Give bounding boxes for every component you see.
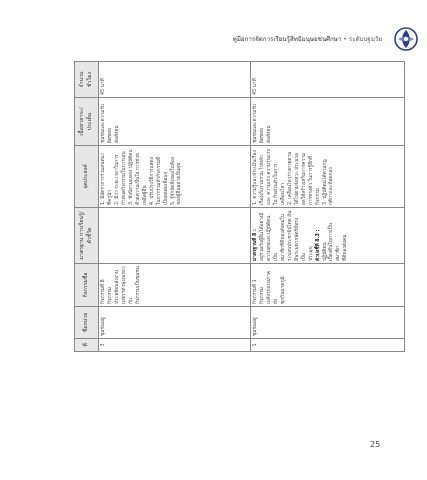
cell-content: ชุมชนและความรับผิดชอบ ต่อสังคม	[99, 98, 251, 146]
cell-no: 1	[251, 339, 405, 352]
cell-content: ชุมชนและความรับผิดชอบ ต่อสังคม	[251, 98, 405, 146]
col-header-unit: ชื่อหน่วย	[75, 307, 99, 339]
cell-objective: 1. มีอัตราการร่วมสนทนา ที่ครูนำ 2. มีว่า ระยะเวลาในการ กำหนดกิจกรรมในการเล่น 3. ฟังนิยามแหล่ง ปฏิบัติตน ด้วยความเป็นใจ การช่วย เหลือผู้อื่น 4. ปรับปรุงวิธีการแสดง ในการร่วมทำกิจกรรมที่ เป็นผลต่อเพื่อนๆ 5. รู้จักจัดสิ่งของในห้อง ของผู้อื่นอย่างเป็นสุข	[99, 146, 251, 208]
page-number: 25	[370, 440, 381, 449]
table-row	[251, 62, 405, 352]
document-title: คู่มือการจัดการเรียนรู้สิทธิมนุษยชนศึกษา	[232, 36, 342, 43]
page-header	[0, 0, 427, 52]
table-row	[99, 62, 251, 352]
col-header-objective: จุดประสงค์	[75, 146, 99, 208]
page-header-title	[233, 34, 382, 44]
cell-hours: 45 นาที	[251, 62, 405, 98]
cell-hours: 45 นาที	[99, 62, 251, 98]
col-header-hours: จำนวนชั่วโมง	[75, 62, 99, 98]
cell-unit: ชุมชนอยู่	[99, 307, 251, 339]
cell-activity: กิจกรรมที่ 8 กิจกรรม ประหยัดพลังงาน เพชรฯตัวพุ่งเพรยว กับ กิจกรรมเป็นชุมชน	[99, 264, 251, 307]
cell-objective: 1. ความรู้และประเมินเรื่อง เรื่องเก็บรวมรวม ไปหลัก และ ความเก่ง ความรุนแรง ใน กิจส่วนตัวในการ เคลื่อนไหว 2. เคลื่อนไหวร่างกายตาม ได้ไปตามจังหวะ ประมวล ผลให้สร้างเสริมการความ การทรงตัว ในการรู้สึกที่ กิจกรรม 3. ปฏิบัติตนได้ตามกฎ กติกาและข้อตกลง	[251, 146, 405, 208]
organization-logo	[393, 26, 419, 52]
cell-activity: กิจกรรมที่ 1 กิจกรรม เพลิงรุกแบ่งภาคยัง ซุกกินมาตภูมิ	[251, 264, 405, 307]
col-header-no: ที่	[75, 339, 99, 352]
col-header-activity: กิจกรรมชื่อ	[75, 264, 99, 307]
col-header-standard: มาตรฐาน การเรียนรู้/ตัวชี้วัด	[75, 208, 99, 264]
cell-no: 3	[99, 339, 251, 352]
document-subtitle: • ระดับปฐมวัย	[341, 36, 382, 43]
cell-standard: มาตรฐานที่ 8 : อยู่ร่วมกับผู้อื่นได้อย่างมี ความสุขและปฏิบัติตนเป็น สมาชิกที่ดีของสังคมใน ระบอบประชาธิปไตย อัน มีพระมหากษัตริย์ทรงเป็น ประมุข ตัวบ่งชี้ที่ 8.3 : ปฏิบัติตน เบื้องต้นในการเป็นสมาชิก ที่ดีของสังคม	[251, 208, 405, 264]
table-header-row	[75, 62, 99, 352]
curriculum-table	[74, 61, 405, 352]
curriculum-table-area	[74, 62, 404, 352]
cell-standard	[99, 208, 251, 264]
cell-unit: ชุมชนอยู่	[251, 307, 405, 339]
col-header-content: เนื้อหาสาระ/ประเด็น	[75, 98, 99, 146]
